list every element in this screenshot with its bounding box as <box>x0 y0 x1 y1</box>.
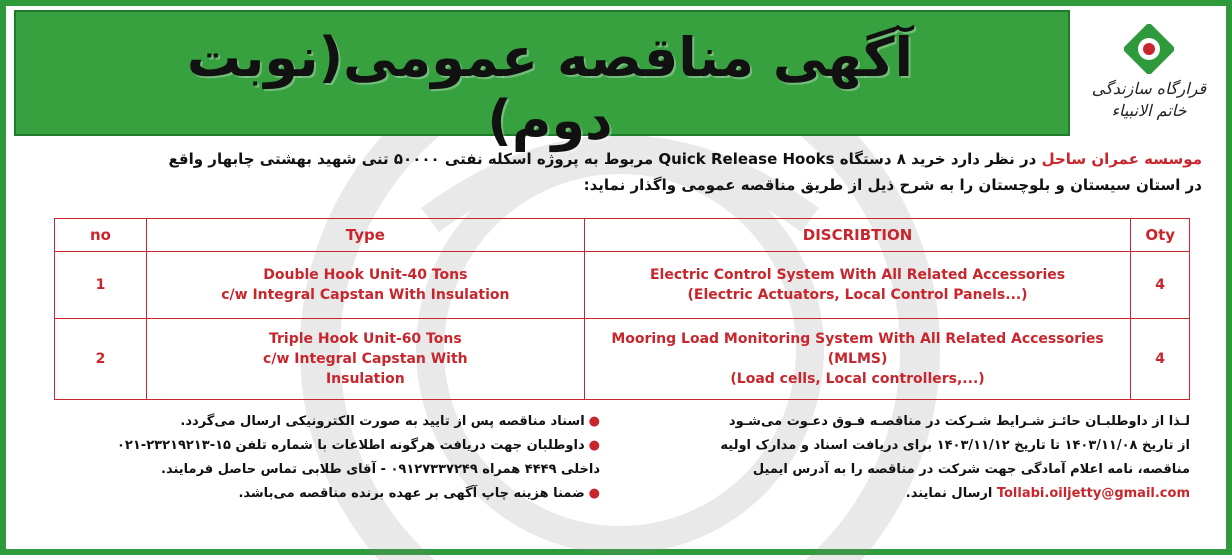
logo-text: قرارگاه سازندگی خاتم الانبیاء <box>1091 79 1207 120</box>
table-row <box>55 319 1190 400</box>
note-text: ضمنا هزینه چاپ آگهی بر عهده برنده مناقصه می‌باشد. <box>238 486 585 501</box>
logo <box>1078 10 1220 136</box>
header-no: no <box>55 219 147 252</box>
row-type <box>146 252 584 319</box>
type-line: Insulation <box>325 371 405 387</box>
notes-list <box>40 410 600 506</box>
type-line: c/w Integral Capstan With <box>263 351 468 367</box>
table-row <box>55 252 1190 319</box>
tender-table <box>54 218 1190 400</box>
type-line: Double Hook Unit-40 Tons <box>263 267 468 283</box>
row-type <box>146 319 584 400</box>
type-line: c/w Integral Capstan With Insulation <box>221 287 510 303</box>
type-line: Triple Hook Unit-60 Tons <box>269 331 462 347</box>
list-item <box>40 434 600 458</box>
note-text: داخلی ۴۴۴۹ همراه ۰۹۱۲۷۳۳۷۲۴۹ - آقای طلابی تماس حاصل فرمایند. <box>161 462 600 477</box>
organization-name: موسسه عمران ساحل <box>1041 150 1202 168</box>
header-type: Type <box>146 219 584 252</box>
description-line: Mooring Load Monitoring System With All Related Accessories <box>611 331 1104 347</box>
table-header-row <box>55 219 1190 252</box>
note-text: اسناد مناقصه پس از تایید به صورت الکترونیکی ارسال می‌گردد. <box>180 414 585 429</box>
intro-line-2: در استان سیستان و بلوچستان را به شرح ذیل از طریق مناقصه عمومی واگذار نماید: <box>583 176 1202 194</box>
invitation-paragraph <box>630 410 1190 506</box>
bullet-icon: ● <box>588 414 600 429</box>
invitation-line-1: لـذا از داوطلبـان حائـز شـرایط شـرکت در مناقصـه فـوق دعـوت می‌شـود <box>728 414 1190 429</box>
description-line: (Load cells, Local controllers,...) <box>730 371 985 387</box>
page-title: آگهی مناقصه عمومی(نوبت دوم) <box>186 26 914 152</box>
intro-paragraph <box>30 146 1202 198</box>
header-qty: Oty <box>1131 219 1190 252</box>
bullet-icon: ● <box>588 438 600 453</box>
description-line: (Electric Actuators, Local Control Panels...) <box>687 287 1028 303</box>
invitation-suffix: ارسال نمایند. <box>905 486 997 501</box>
note-text: داوطلبان جهت دریافت هرگونه اطلاعات با شماره تلفن ۱۵-۲۳۲۱۹۲۱۳-۰۲۱ <box>116 438 585 453</box>
description-line: Electric Control System With All Related Accessories <box>649 267 1066 283</box>
row-no: 1 <box>55 252 147 319</box>
intro-line-1: در نظر دارد خرید ۸ دستگاه Quick Release Hooks مربوط به پروژه اسکله نفتی ۵۰۰۰۰ تنی شهید بهشتی چابهار واقع <box>168 150 1042 168</box>
row-qty: 4 <box>1131 252 1190 319</box>
list-item <box>40 410 600 434</box>
invitation-line-3: مناقصه، نامه اعلام آمادگی جهت شرکت در مناقصه را به آدرس ایمیل <box>752 462 1190 477</box>
row-description <box>584 319 1131 400</box>
row-description <box>584 252 1131 319</box>
emblem-icon <box>1124 24 1174 74</box>
row-qty: 4 <box>1131 319 1190 400</box>
row-no: 2 <box>55 319 147 400</box>
description-line: (MLMS) <box>827 351 888 367</box>
header-description: DISCRIBTION <box>584 219 1131 252</box>
invitation-line-2: از تاریخ ۱۴۰۳/۱۱/۰۸ تا تاریخ ۱۴۰۳/۱۱/۱۲ برای دریافت اسناد و مدارک اولیه <box>720 438 1190 453</box>
email-link[interactable]: Tollabi.oiljetty@gmail.com <box>996 486 1190 501</box>
invitation-line-4 <box>630 482 1190 506</box>
bullet-icon: ● <box>588 486 600 501</box>
list-item <box>40 482 600 506</box>
list-item <box>40 458 600 482</box>
